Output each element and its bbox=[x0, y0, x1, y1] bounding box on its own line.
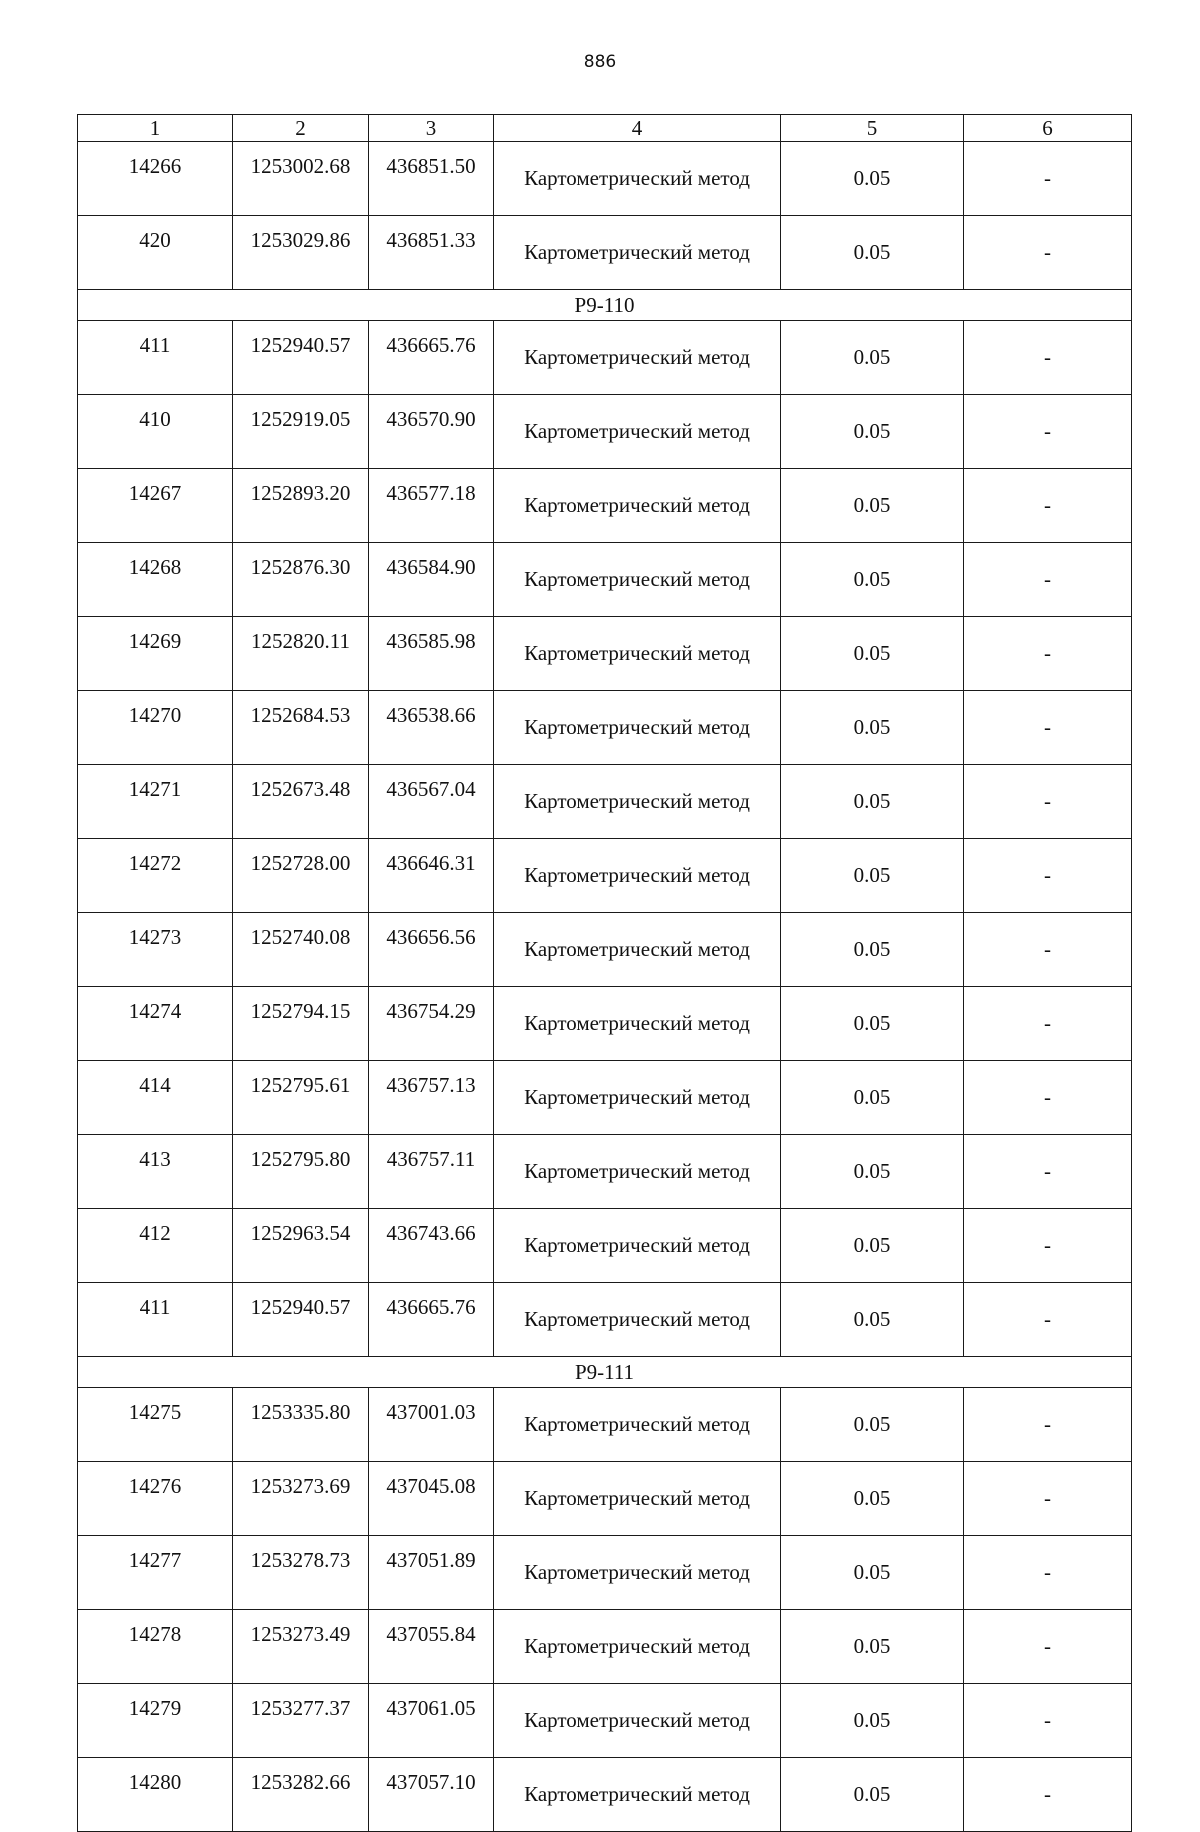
accuracy-cell: 0.05 bbox=[781, 142, 964, 216]
accuracy-cell: 0.05 bbox=[781, 1758, 964, 1832]
note-cell: - bbox=[964, 469, 1132, 543]
method-cell: Картометрический метод bbox=[494, 1061, 781, 1135]
accuracy-cell: 0.05 bbox=[781, 839, 964, 913]
y-coordinate-cell: 437055.84 bbox=[369, 1610, 494, 1684]
method-cell: Картометрический метод bbox=[494, 469, 781, 543]
coordinates-table bbox=[77, 114, 1132, 1832]
column-header: 3 bbox=[369, 115, 494, 142]
point-number-cell: 14270 bbox=[78, 691, 233, 765]
y-coordinate-cell: 436754.29 bbox=[369, 987, 494, 1061]
table-body bbox=[78, 142, 1132, 1832]
accuracy-cell: 0.05 bbox=[781, 1388, 964, 1462]
y-coordinate-cell: 436665.76 bbox=[369, 321, 494, 395]
point-number-cell: 14278 bbox=[78, 1610, 233, 1684]
x-coordinate-cell: 1252795.80 bbox=[233, 1135, 369, 1209]
method-cell: Картометрический метод bbox=[494, 765, 781, 839]
method-cell: Картометрический метод bbox=[494, 987, 781, 1061]
x-coordinate-cell: 1253029.86 bbox=[233, 216, 369, 290]
column-header: 4 bbox=[494, 115, 781, 142]
x-coordinate-cell: 1252940.57 bbox=[233, 1283, 369, 1357]
accuracy-cell: 0.05 bbox=[781, 321, 964, 395]
point-number-cell: 14269 bbox=[78, 617, 233, 691]
section-title: Р9-110 bbox=[78, 290, 1132, 321]
y-coordinate-cell: 437001.03 bbox=[369, 1388, 494, 1462]
y-coordinate-cell: 436570.90 bbox=[369, 395, 494, 469]
note-cell: - bbox=[964, 1684, 1132, 1758]
x-coordinate-cell: 1252940.57 bbox=[233, 321, 369, 395]
x-coordinate-cell: 1252794.15 bbox=[233, 987, 369, 1061]
section-header-row bbox=[78, 290, 1132, 321]
point-number-cell: 411 bbox=[78, 1283, 233, 1357]
column-header: 1 bbox=[78, 115, 233, 142]
accuracy-cell: 0.05 bbox=[781, 1536, 964, 1610]
table-row bbox=[78, 216, 1132, 290]
y-coordinate-cell: 436743.66 bbox=[369, 1209, 494, 1283]
method-cell: Картометрический метод bbox=[494, 1536, 781, 1610]
note-cell: - bbox=[964, 543, 1132, 617]
accuracy-cell: 0.05 bbox=[781, 1283, 964, 1357]
note-cell: - bbox=[964, 617, 1132, 691]
x-coordinate-cell: 1253277.37 bbox=[233, 1684, 369, 1758]
point-number-cell: 411 bbox=[78, 321, 233, 395]
note-cell: - bbox=[964, 765, 1132, 839]
x-coordinate-cell: 1253278.73 bbox=[233, 1536, 369, 1610]
column-header: 5 bbox=[781, 115, 964, 142]
table-row bbox=[78, 1283, 1132, 1357]
y-coordinate-cell: 436584.90 bbox=[369, 543, 494, 617]
accuracy-cell: 0.05 bbox=[781, 913, 964, 987]
column-header: 2 bbox=[233, 115, 369, 142]
method-cell: Картометрический метод bbox=[494, 913, 781, 987]
point-number-cell: 410 bbox=[78, 395, 233, 469]
table-row bbox=[78, 142, 1132, 216]
x-coordinate-cell: 1252728.00 bbox=[233, 839, 369, 913]
point-number-cell: 14268 bbox=[78, 543, 233, 617]
section-header-row bbox=[78, 1357, 1132, 1388]
accuracy-cell: 0.05 bbox=[781, 216, 964, 290]
accuracy-cell: 0.05 bbox=[781, 987, 964, 1061]
point-number-cell: 420 bbox=[78, 216, 233, 290]
table-row bbox=[78, 469, 1132, 543]
note-cell: - bbox=[964, 987, 1132, 1061]
method-cell: Картометрический метод bbox=[494, 617, 781, 691]
y-coordinate-cell: 436757.11 bbox=[369, 1135, 494, 1209]
x-coordinate-cell: 1252740.08 bbox=[233, 913, 369, 987]
table-row bbox=[78, 1209, 1132, 1283]
accuracy-cell: 0.05 bbox=[781, 395, 964, 469]
method-cell: Картометрический метод bbox=[494, 1462, 781, 1536]
method-cell: Картометрический метод bbox=[494, 839, 781, 913]
table-row bbox=[78, 1388, 1132, 1462]
table-row bbox=[78, 617, 1132, 691]
point-number-cell: 14272 bbox=[78, 839, 233, 913]
x-coordinate-cell: 1253335.80 bbox=[233, 1388, 369, 1462]
x-coordinate-cell: 1253002.68 bbox=[233, 142, 369, 216]
method-cell: Картометрический метод bbox=[494, 1135, 781, 1209]
table-row bbox=[78, 987, 1132, 1061]
x-coordinate-cell: 1252795.61 bbox=[233, 1061, 369, 1135]
note-cell: - bbox=[964, 913, 1132, 987]
point-number-cell: 14266 bbox=[78, 142, 233, 216]
point-number-cell: 14280 bbox=[78, 1758, 233, 1832]
method-cell: Картометрический метод bbox=[494, 321, 781, 395]
note-cell: - bbox=[964, 321, 1132, 395]
method-cell: Картометрический метод bbox=[494, 1758, 781, 1832]
method-cell: Картометрический метод bbox=[494, 1209, 781, 1283]
x-coordinate-cell: 1253273.49 bbox=[233, 1610, 369, 1684]
x-coordinate-cell: 1252919.05 bbox=[233, 395, 369, 469]
table-row bbox=[78, 1758, 1132, 1832]
accuracy-cell: 0.05 bbox=[781, 617, 964, 691]
y-coordinate-cell: 437057.10 bbox=[369, 1758, 494, 1832]
x-coordinate-cell: 1252876.30 bbox=[233, 543, 369, 617]
note-cell: - bbox=[964, 395, 1132, 469]
column-header: 6 bbox=[964, 115, 1132, 142]
table-row bbox=[78, 691, 1132, 765]
table-row bbox=[78, 913, 1132, 987]
point-number-cell: 14273 bbox=[78, 913, 233, 987]
x-coordinate-cell: 1252684.53 bbox=[233, 691, 369, 765]
method-cell: Картометрический метод bbox=[494, 1388, 781, 1462]
accuracy-cell: 0.05 bbox=[781, 1610, 964, 1684]
y-coordinate-cell: 437045.08 bbox=[369, 1462, 494, 1536]
note-cell: - bbox=[964, 1536, 1132, 1610]
table-row bbox=[78, 543, 1132, 617]
accuracy-cell: 0.05 bbox=[781, 1135, 964, 1209]
note-cell: - bbox=[964, 216, 1132, 290]
method-cell: Картометрический метод bbox=[494, 216, 781, 290]
x-coordinate-cell: 1252893.20 bbox=[233, 469, 369, 543]
method-cell: Картометрический метод bbox=[494, 691, 781, 765]
note-cell: - bbox=[964, 1283, 1132, 1357]
y-coordinate-cell: 436577.18 bbox=[369, 469, 494, 543]
y-coordinate-cell: 436851.50 bbox=[369, 142, 494, 216]
point-number-cell: 14267 bbox=[78, 469, 233, 543]
x-coordinate-cell: 1252673.48 bbox=[233, 765, 369, 839]
note-cell: - bbox=[964, 839, 1132, 913]
section-title: Р9-111 bbox=[78, 1357, 1132, 1388]
accuracy-cell: 0.05 bbox=[781, 691, 964, 765]
y-coordinate-cell: 436646.31 bbox=[369, 839, 494, 913]
page-number: 886 bbox=[583, 52, 617, 72]
method-cell: Картометрический метод bbox=[494, 543, 781, 617]
method-cell: Картометрический метод bbox=[494, 1684, 781, 1758]
point-number-cell: 14275 bbox=[78, 1388, 233, 1462]
y-coordinate-cell: 437061.05 bbox=[369, 1684, 494, 1758]
y-coordinate-cell: 436665.76 bbox=[369, 1283, 494, 1357]
table-row bbox=[78, 1610, 1132, 1684]
table-header-row bbox=[78, 115, 1132, 142]
method-cell: Картометрический метод bbox=[494, 142, 781, 216]
table-row bbox=[78, 1061, 1132, 1135]
y-coordinate-cell: 436656.56 bbox=[369, 913, 494, 987]
point-number-cell: 14271 bbox=[78, 765, 233, 839]
table-row bbox=[78, 321, 1132, 395]
x-coordinate-cell: 1252820.11 bbox=[233, 617, 369, 691]
method-cell: Картометрический метод bbox=[494, 1610, 781, 1684]
table-row bbox=[78, 395, 1132, 469]
note-cell: - bbox=[964, 1388, 1132, 1462]
x-coordinate-cell: 1253273.69 bbox=[233, 1462, 369, 1536]
accuracy-cell: 0.05 bbox=[781, 1462, 964, 1536]
accuracy-cell: 0.05 bbox=[781, 543, 964, 617]
table-row bbox=[78, 1684, 1132, 1758]
note-cell: - bbox=[964, 1610, 1132, 1684]
note-cell: - bbox=[964, 691, 1132, 765]
point-number-cell: 14279 bbox=[78, 1684, 233, 1758]
point-number-cell: 14276 bbox=[78, 1462, 233, 1536]
accuracy-cell: 0.05 bbox=[781, 469, 964, 543]
note-cell: - bbox=[964, 1758, 1132, 1832]
x-coordinate-cell: 1253282.66 bbox=[233, 1758, 369, 1832]
method-cell: Картометрический метод bbox=[494, 1283, 781, 1357]
accuracy-cell: 0.05 bbox=[781, 1209, 964, 1283]
point-number-cell: 14277 bbox=[78, 1536, 233, 1610]
note-cell: - bbox=[964, 1209, 1132, 1283]
point-number-cell: 413 bbox=[78, 1135, 233, 1209]
table-row bbox=[78, 1462, 1132, 1536]
accuracy-cell: 0.05 bbox=[781, 1061, 964, 1135]
y-coordinate-cell: 436538.66 bbox=[369, 691, 494, 765]
table-row bbox=[78, 1536, 1132, 1610]
y-coordinate-cell: 436585.98 bbox=[369, 617, 494, 691]
point-number-cell: 412 bbox=[78, 1209, 233, 1283]
table-row bbox=[78, 765, 1132, 839]
point-number-cell: 14274 bbox=[78, 987, 233, 1061]
accuracy-cell: 0.05 bbox=[781, 1684, 964, 1758]
table-row bbox=[78, 839, 1132, 913]
note-cell: - bbox=[964, 1135, 1132, 1209]
y-coordinate-cell: 436757.13 bbox=[369, 1061, 494, 1135]
note-cell: - bbox=[964, 142, 1132, 216]
method-cell: Картометрический метод bbox=[494, 395, 781, 469]
y-coordinate-cell: 436567.04 bbox=[369, 765, 494, 839]
y-coordinate-cell: 436851.33 bbox=[369, 216, 494, 290]
y-coordinate-cell: 437051.89 bbox=[369, 1536, 494, 1610]
accuracy-cell: 0.05 bbox=[781, 765, 964, 839]
point-number-cell: 414 bbox=[78, 1061, 233, 1135]
table-row bbox=[78, 1135, 1132, 1209]
x-coordinate-cell: 1252963.54 bbox=[233, 1209, 369, 1283]
note-cell: - bbox=[964, 1061, 1132, 1135]
note-cell: - bbox=[964, 1462, 1132, 1536]
